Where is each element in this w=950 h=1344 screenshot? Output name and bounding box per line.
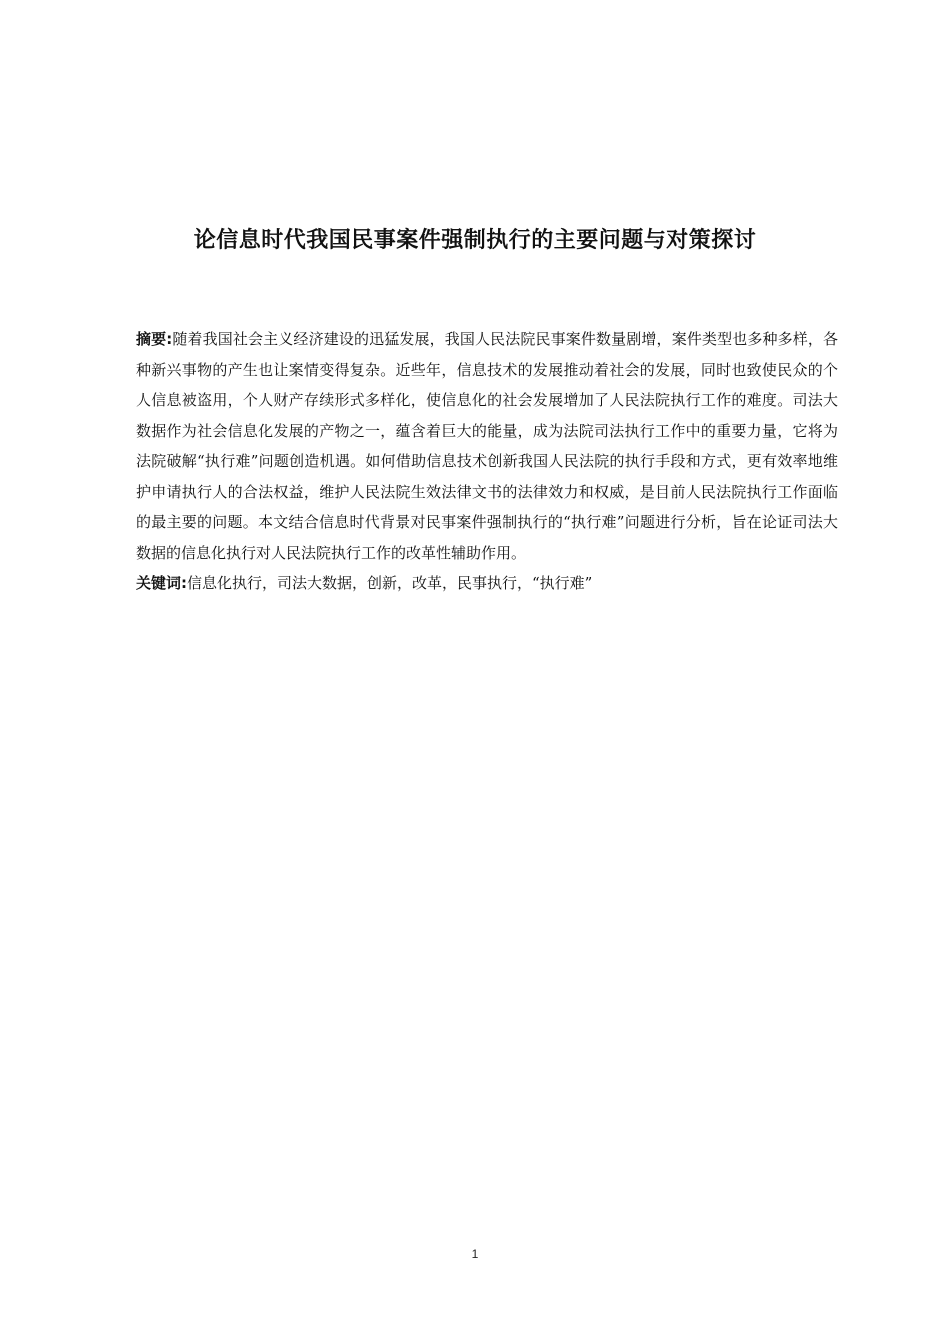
- keywords-paragraph: [136, 568, 838, 598]
- document-title: 论信息时代我国民事案件强制执行的主要问题与对策探讨: [193, 228, 757, 253]
- abstract-paragraph: [136, 324, 838, 568]
- page-number: 1: [471, 1247, 479, 1261]
- abstract-label: 摘要:: [136, 330, 173, 348]
- keywords-text: 信息化执行，司法大数据，创新，改革，民事执行，“执行难”: [187, 574, 593, 592]
- keywords-label: 关键词:: [136, 574, 187, 592]
- abstract-section: [136, 324, 838, 598]
- abstract-text: 随着我国社会主义经济建设的迅猛发展，我国人民法院民事案件数量剧增，案件类型也多种多样，各种新兴事物的产生也让案情变得复杂。近些年，信息技术的发展推动着社会的发展，同时也致使民众的个人信息被盗用，个人财产存续形式多样化，使信息化的社会发展增加了人民法院执行工作的难度。司法大数据作为社会信息化发展的产物之一，蕴含着巨大的能量，成为法院司法执行工作中的重要力量，它将为法院破解“执行难”问题创造机遇。如何借助信息技术创新我国人民法院的执行手段和方式，更有效率地维护申请执行人的合法权益，维护人民法院生效法律文书的法律效力和权威，是目前人民法院执行工作面临的最主要的问题。本文结合信息时代背景对民事案件强制执行的“执行难”问题进行分析，旨在论证司法大数据的信息化执行对人民法院执行工作的改革性辅助作用。: [136, 330, 838, 562]
